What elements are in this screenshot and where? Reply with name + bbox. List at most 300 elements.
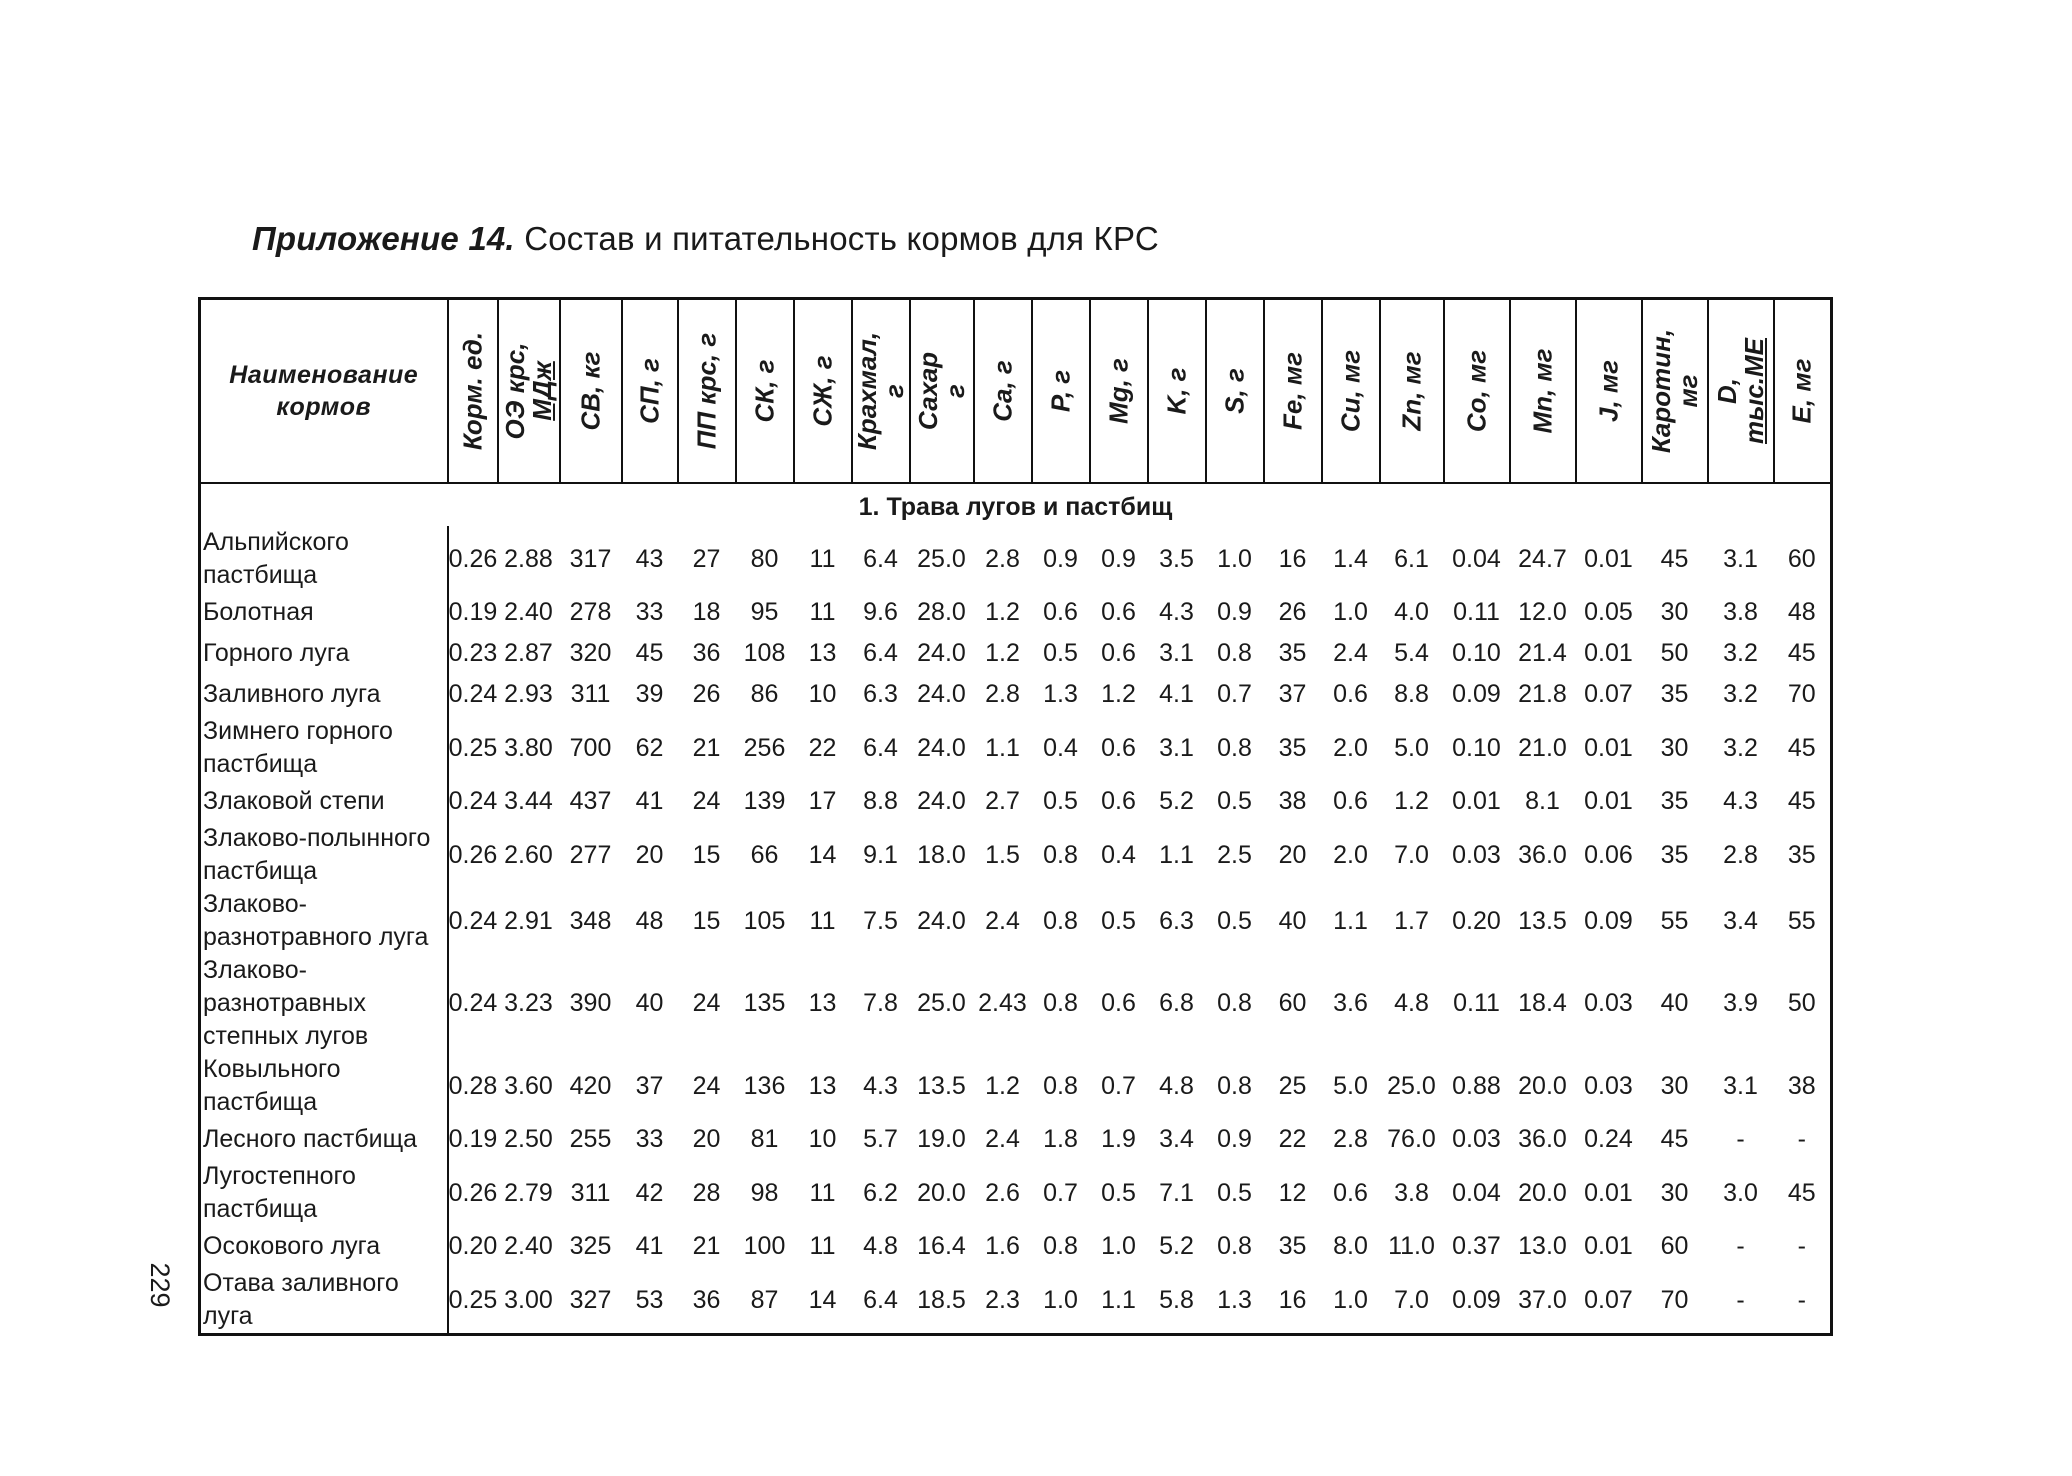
table-cell: 18.5 [917,1285,966,1314]
section-title: 1. Трава лугов и пастбищ [858,492,1173,521]
feed-name: Горного луга [200,633,448,674]
column-header [1032,299,1090,484]
table-cell: 2.40 [504,1232,553,1260]
table-cell: 36 [692,639,721,667]
table-cell: 0.03 [1452,840,1501,869]
table-cell: 0.7 [1101,1071,1136,1100]
table-cell: 18 [692,598,721,626]
table-cell: 24.0 [917,787,966,815]
table-cell: 25.0 [917,989,966,1017]
table-cell: 55 [1660,906,1689,935]
table-cell: 40 [635,989,664,1017]
table-cell: 100 [743,1232,786,1260]
table-cell: 0.11 [1453,598,1500,626]
feed-name: Заливного луга [200,674,448,715]
table-cell: 1.0 [1101,1232,1136,1260]
table-cell: 24.0 [917,906,966,935]
column-header-label [636,358,663,424]
table-cell: 21.8 [1518,680,1567,708]
table-cell: 36 [692,1285,721,1314]
table-cell: 18.4 [1518,989,1567,1017]
table-cell: 1.3 [1217,1285,1252,1314]
table-cell: 0.8 [1043,989,1078,1017]
column-header-label [1221,368,1248,414]
table-cell: 0.01 [1584,1178,1633,1207]
table-cell: 2.0 [1333,733,1368,762]
table-cell: 33 [635,598,664,626]
table-cell: 0.8 [1217,1071,1252,1100]
table-cell: 0.5 [1217,787,1252,815]
table-cell: 1.2 [985,1071,1020,1100]
table-cell: 11.0 [1388,1232,1435,1260]
table-cell: 4.3 [863,1071,898,1100]
table-cell: 42 [635,1178,664,1207]
table-cell: 0.10 [1452,733,1501,762]
column-header-line: тыс.МЕ [1738,337,1769,445]
column-header [1322,299,1380,484]
table-row [200,526,1832,592]
table-cell: 0.10 [1452,639,1501,667]
table-cell: 8.0 [1333,1232,1368,1260]
table-cell: 3.1 [1159,639,1194,667]
column-header-line: Каротин, [1645,328,1676,454]
table-cell: 3.4 [1723,906,1758,935]
table-cell: 9.6 [863,598,898,626]
table-cell: 0.04 [1452,1178,1501,1207]
table-cell: 0.03 [1584,1071,1633,1100]
table-cell: 20 [635,840,664,869]
table-cell: 25.0 [917,544,966,573]
column-header-line: Zn, мг [1396,351,1426,431]
column-header [1148,299,1206,484]
table-cell: 1.2 [985,639,1020,667]
table-cell: 16 [1278,544,1307,573]
table-cell: 0.06 [1584,840,1633,869]
table-cell: 4.8 [1159,1071,1194,1100]
table-cell: 21 [692,1232,721,1260]
column-header-line: Крахмал, [851,331,882,451]
table-cell: 0.01 [1452,787,1501,815]
table-cell: 35 [1660,840,1689,869]
table-cell: 0.5 [1101,1178,1136,1207]
table-cell: 20 [692,1125,721,1153]
column-header-label [1398,351,1425,430]
table-cell: 6.4 [863,639,898,667]
table-cell: 3.2 [1723,639,1758,667]
table-cell: 26 [1278,598,1307,626]
table-row [200,1119,1832,1160]
table-cell: 0.04 [1452,544,1501,573]
table-cell: 60 [1660,1232,1689,1260]
table-cell: 60 [1787,544,1816,573]
table-cell: 28 [692,1178,721,1207]
table-cell: 2.88 [504,544,553,573]
table-cell: 13 [808,1071,837,1100]
table-cell: 1.1 [1159,840,1194,869]
table-cell: 95 [750,598,779,626]
table-cell: 50 [1787,989,1816,1017]
table-cell: 2.40 [504,598,553,626]
table-cell: 0.24 [448,989,498,1017]
column-header [852,299,910,484]
table-cell: 3.1 [1723,1071,1758,1100]
column-header [622,299,678,484]
table-cell: 5.0 [1333,1071,1368,1100]
table-cell: 0.8 [1217,1232,1252,1260]
table-cell: 3.60 [504,1071,553,1100]
table-cell: 7.0 [1394,1285,1429,1314]
table-cell: 0.24 [448,787,498,815]
table-cell: 12 [1278,1178,1307,1207]
table-cell: 15 [692,840,721,869]
table-cell: 0.6 [1101,989,1136,1017]
feed-name: Лугостепного пастбища [200,1160,448,1226]
table-cell: 0.9 [1043,544,1078,573]
table-cell: 1.1 [1101,1285,1136,1314]
table-cell: 2.8 [985,544,1020,573]
column-header-label [1711,337,1769,445]
column-header-label [1645,328,1703,454]
table-cell: 0.9 [1217,598,1252,626]
column-header-label [809,355,836,426]
table-cell: 0.01 [1584,787,1633,815]
table-cell: 45 [1787,787,1816,815]
table-cell: 36.0 [1518,840,1567,869]
table-cell: 24.7 [1518,544,1567,573]
table-cell: 0.4 [1101,840,1136,869]
table-cell: 12.0 [1518,598,1567,626]
table-cell: 1.6 [985,1232,1020,1260]
column-header [1774,299,1832,484]
table-cell: 8.8 [1394,680,1429,708]
table-cell: 0.09 [1452,680,1501,708]
table-cell: 4.1 [1159,680,1194,708]
table-cell: 1.0 [1333,1285,1368,1314]
table-cell: 0.8 [1043,840,1078,869]
table-cell: 53 [635,1285,664,1314]
table-cell: 13.5 [1518,906,1567,935]
column-header [560,299,622,484]
column-header-line: г [939,384,970,398]
table-cell: 1.1 [985,733,1020,762]
table-cell: 0.03 [1584,989,1633,1017]
name-header-line: кормов [276,393,372,421]
table-cell: 256 [743,733,786,762]
column-header-label [1595,360,1622,422]
table-cell: 50 [1660,639,1689,667]
column-header-line: Mn, мг [1527,348,1557,434]
column-header [1380,299,1444,484]
table-cell: 3.5 [1159,544,1194,573]
table-cell: 0.8 [1043,1071,1078,1100]
table-cell: - [1736,1232,1745,1260]
table-cell: 3.2 [1723,680,1758,708]
caption-label: Приложение 14. [252,220,515,257]
table-cell: 0.26 [448,544,498,573]
column-header-label [1786,358,1817,424]
table-cell: 45 [1787,733,1816,762]
table-cell: 108 [743,639,786,667]
feed-name: Злаковой степи [200,781,448,822]
table-cell: 48 [635,906,664,935]
table-cell: 327 [569,1285,612,1314]
table-cell: 48 [1787,598,1816,626]
table-cell: 0.19 [448,598,498,626]
column-header [1444,299,1510,484]
table-cell: 4.3 [1723,787,1758,815]
table-cell: 36.0 [1518,1125,1567,1153]
column-header-line: Cu, мг [1335,349,1365,433]
table-cell: 13 [808,989,837,1017]
table-cell: 45 [1787,1178,1816,1207]
table-cell: 437 [569,787,612,815]
table-cell: 24.0 [917,733,966,762]
table-row [200,715,1832,781]
feed-name: Отава заливного луга [200,1267,448,1335]
table-cell: 2.5 [1217,840,1252,869]
table-cell: 70 [1787,680,1816,708]
table-cell: 3.44 [504,787,553,815]
table-cell: 0.09 [1584,906,1633,935]
table-cell: 11 [809,1178,836,1207]
section-row [200,483,1832,526]
table-cell: 43 [635,544,664,573]
table-cell: 0.01 [1584,733,1633,762]
table-cell: 0.01 [1584,639,1633,667]
table-cell: 35 [1787,840,1816,869]
column-header [1264,299,1322,484]
table-cell: 40 [1278,906,1307,935]
table-cell: 17 [808,787,837,815]
table-cell: 55 [1787,906,1816,935]
table-cell: 81 [750,1125,779,1153]
table-cell: 2.4 [985,906,1020,935]
table-cell: 13.5 [917,1071,966,1100]
table-cell: 35 [1278,1232,1307,1260]
table-cell: 40 [1660,989,1689,1017]
table-cell: 45 [1660,544,1689,573]
column-header-line: E, мг [1786,358,1817,424]
table-cell: 390 [569,989,612,1017]
table-cell: 6.2 [863,1178,898,1207]
table-cell: 0.6 [1333,787,1368,815]
column-header [974,299,1032,484]
table-cell: 0.5 [1217,1178,1252,1207]
column-header-line: D, [1711,378,1742,405]
column-header [1090,299,1148,484]
table-row [200,888,1832,954]
table-cell: 14 [808,1285,837,1314]
table-cell: 2.4 [1333,639,1368,667]
column-header-label [1105,358,1132,424]
table-cell: 37 [635,1071,664,1100]
column-header-line: Co, мг [1461,349,1491,433]
table-cell: 311 [570,680,611,708]
table-cell: 3.23 [504,989,553,1017]
table-cell: 2.8 [985,680,1020,708]
table-cell: 66 [750,840,779,869]
table-cell: 70 [1660,1285,1689,1314]
table-cell: 0.5 [1217,906,1252,935]
table-cell: 35 [1660,787,1689,815]
table-cell: 35 [1278,733,1307,762]
table-cell: 2.7 [985,787,1020,815]
table-cell: 2.87 [504,639,553,667]
table-cell: 0.01 [1584,544,1633,573]
column-header-label [851,331,909,451]
feed-name: Злаково-полынного пастбища [200,822,448,888]
column-header-line: СК, г [749,359,779,423]
feed-name: Болотная [200,592,448,633]
table-cell: 8.1 [1525,787,1560,815]
column-header-line: мг [1672,374,1703,408]
table-cell: 2.8 [1723,840,1758,869]
table-cell: 10 [808,1125,837,1153]
table-cell: 87 [750,1285,779,1314]
table-cell: 22 [1278,1125,1307,1153]
table-cell: 7.8 [863,989,898,1017]
table-cell: 3.4 [1159,1125,1194,1153]
table-cell: 37 [1278,680,1307,708]
table-cell: 6.8 [1159,989,1194,1017]
table-cell: 0.19 [448,1125,498,1153]
header-row [200,299,1832,484]
column-header-label [577,351,604,430]
table-cell: 700 [569,733,612,762]
table-cell: 21.4 [1518,639,1567,667]
table-cell: 24 [692,1071,721,1100]
table-cell: 1.3 [1043,680,1078,708]
table-cell: 0.6 [1101,639,1136,667]
table-cell: 0.11 [1453,989,1500,1017]
table-cell: 3.80 [504,733,553,762]
table-cell: 27 [692,544,721,573]
table-row [200,954,1832,1053]
table-cell: 4.0 [1394,598,1429,626]
table-cell: 7.1 [1159,1178,1194,1207]
table-cell: 0.5 [1101,906,1136,935]
table-cell: 6.1 [1394,544,1429,573]
table-row [200,674,1832,715]
table-cell: 26 [692,680,721,708]
feed-composition-table [198,297,1833,1336]
table-cell: 277 [569,840,612,869]
table-cell: 2.93 [504,680,553,708]
table-cell: 0.01 [1584,1232,1633,1260]
table-cell: 1.5 [985,840,1020,869]
table-cell: 348 [569,906,612,935]
table-row [200,1226,1832,1267]
table-cell: 1.2 [985,598,1020,626]
table-cell: 2.4 [985,1125,1020,1153]
column-header-label [1337,350,1364,432]
table-cell: 62 [635,733,664,762]
table-cell: 0.8 [1217,733,1252,762]
table-cell: 8.8 [863,787,898,815]
table-cell: 10 [808,680,837,708]
table-cell: 0.5 [1043,787,1078,815]
table-cell: 0.6 [1101,598,1136,626]
feed-name: Зимнего горного пастбища [200,715,448,781]
table-cell: 41 [635,1232,664,1260]
table-cell: 30 [1660,598,1689,626]
column-header-label [1529,348,1556,433]
table-cell: 1.7 [1394,906,1429,935]
table-cell: 6.3 [863,680,898,708]
table-cell: 6.4 [863,733,898,762]
table-cell: 80 [750,544,779,573]
table-cell: 45 [1787,639,1816,667]
table-cell: 0.28 [448,1071,498,1100]
table-cell: 0.26 [448,1178,498,1207]
table-cell: 45 [635,639,664,667]
column-header [794,299,852,484]
table-cell: 33 [635,1125,664,1153]
column-header-line: СЖ, г [807,355,837,427]
feed-name: Осокового луга [200,1226,448,1267]
table-cell: 4.8 [1394,989,1429,1017]
table-cell: 28.0 [917,598,966,626]
column-header [1708,299,1774,484]
column-header-label [1047,370,1074,412]
table-cell: 1.0 [1043,1285,1078,1314]
table-cell: 11 [809,598,836,626]
table-cell: 2.3 [985,1285,1020,1314]
feed-name: Альпийского пастбища [200,526,448,592]
table-cell: 0.6 [1043,598,1078,626]
column-header-label [1463,350,1490,432]
table-cell: 0.8 [1217,639,1252,667]
column-header-label [1163,367,1190,414]
table-cell: 2.8 [1333,1125,1368,1153]
table-cell: 3.9 [1723,989,1758,1017]
column-header [498,299,560,484]
table-cell: - [1736,1285,1745,1314]
table-cell: 5.7 [863,1125,898,1153]
table-cell: 255 [569,1125,612,1153]
page-number: 229 [145,1262,175,1308]
table-cell: 20.0 [1518,1178,1567,1207]
table-cell: 105 [743,906,786,935]
feed-name: Злаково-разнотравных степных лугов [200,954,448,1053]
column-header [910,299,974,484]
table-cell: 0.03 [1452,1125,1501,1153]
table-cell: 13.0 [1518,1232,1567,1260]
column-header [678,299,736,484]
table-cell: 0.7 [1217,680,1252,708]
feed-name: Злаково-разнотравного луга [200,888,448,954]
table-cell: 35 [1278,639,1307,667]
table-cell: 20.0 [917,1178,966,1207]
table-cell: 19.0 [917,1125,966,1153]
table-cell: 0.25 [448,1285,498,1314]
table-cell: 2.43 [978,989,1027,1017]
table-cell: 38 [1278,787,1307,815]
column-header-label [1279,352,1306,430]
table-cell: 0.05 [1584,598,1633,626]
table-cell: 0.07 [1584,680,1633,708]
table-cell: 6.3 [1159,906,1194,935]
column-header [1642,299,1708,484]
table-cell: 0.4 [1043,733,1078,762]
table-cell: 98 [750,1178,779,1207]
table-cell: 0.07 [1584,1285,1633,1314]
table-cell: - [1797,1232,1806,1260]
table-cell: 3.0 [1723,1178,1758,1207]
table-cell: 86 [750,680,779,708]
table-row [200,633,1832,674]
table-cell: 45 [1660,1125,1689,1153]
